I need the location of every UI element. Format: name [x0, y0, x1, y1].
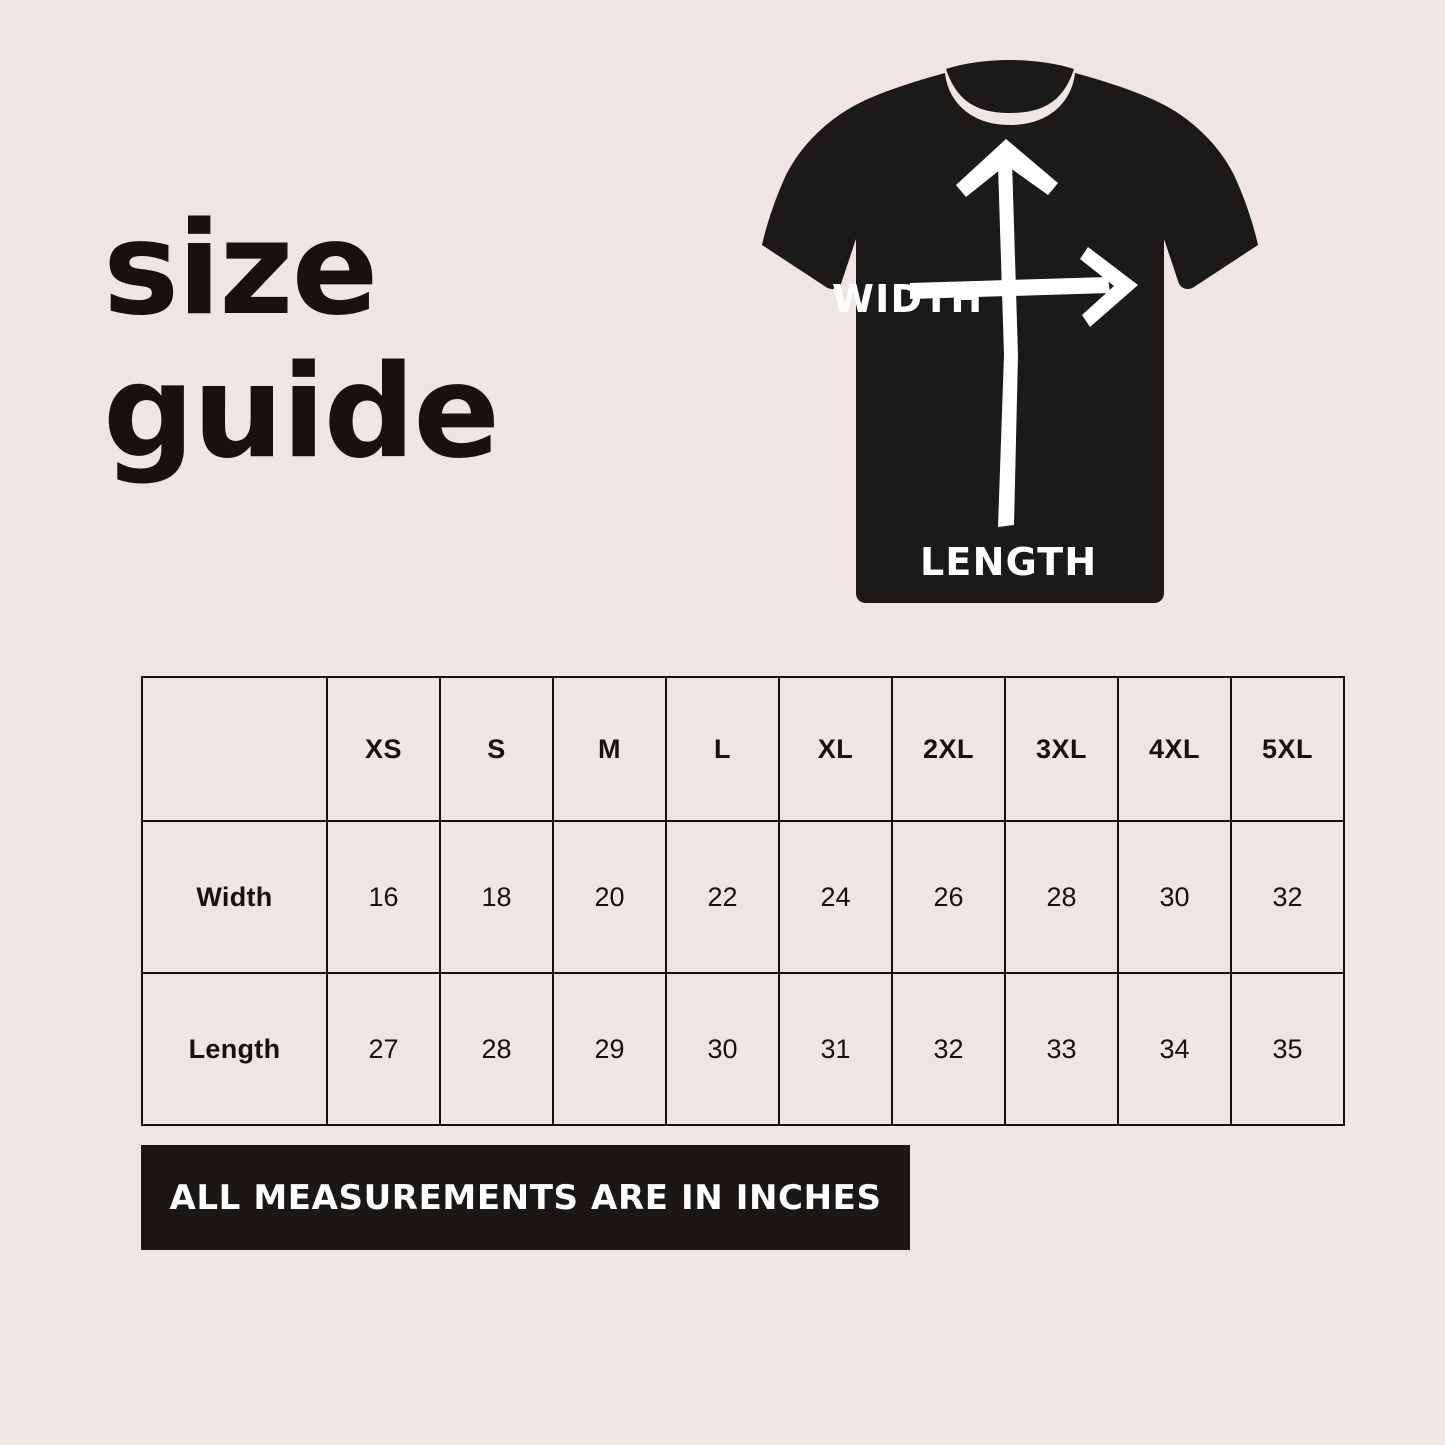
cell-length-l: 30	[666, 973, 779, 1125]
cell-width-xl: 24	[779, 821, 892, 973]
tshirt-icon	[760, 55, 1260, 615]
table-header-row	[142, 677, 1344, 821]
column-header-l: L	[666, 677, 779, 821]
page-title-line-1: size	[103, 195, 377, 344]
cell-width-m: 20	[553, 821, 666, 973]
cell-length-xs: 27	[327, 973, 440, 1125]
column-header-2xl: 2XL	[892, 677, 1005, 821]
cell-length-4xl: 34	[1118, 973, 1231, 1125]
column-header-xl: XL	[779, 677, 892, 821]
cell-width-l: 22	[666, 821, 779, 973]
column-header-3xl: 3XL	[1005, 677, 1118, 821]
column-header-s: S	[440, 677, 553, 821]
cell-length-xl: 31	[779, 973, 892, 1125]
page-title	[103, 195, 723, 488]
table-row-length	[142, 973, 1344, 1125]
measurements-note-text: ALL MEASUREMENTS ARE IN INCHES	[169, 1177, 882, 1218]
column-header-5xl: 5XL	[1231, 677, 1344, 821]
size-chart-table	[141, 676, 1345, 1126]
cell-length-m: 29	[553, 973, 666, 1125]
table-corner-cell	[142, 677, 327, 821]
cell-length-3xl: 33	[1005, 973, 1118, 1125]
row-label-width: Width	[142, 821, 327, 973]
tshirt-illustration	[760, 55, 1260, 615]
cell-width-xs: 16	[327, 821, 440, 973]
column-header-m: M	[553, 677, 666, 821]
width-label: WIDTH	[832, 277, 984, 321]
cell-width-s: 18	[440, 821, 553, 973]
cell-width-3xl: 28	[1005, 821, 1118, 973]
cell-length-s: 28	[440, 973, 553, 1125]
row-label-length: Length	[142, 973, 327, 1125]
length-label: LENGTH	[920, 540, 1098, 584]
cell-length-2xl: 32	[892, 973, 1005, 1125]
measurements-note-banner	[141, 1145, 910, 1250]
page-title-line-2: guide	[103, 338, 499, 488]
column-header-4xl: 4XL	[1118, 677, 1231, 821]
table-row-width	[142, 821, 1344, 973]
column-header-xs: XS	[327, 677, 440, 821]
cell-width-4xl: 30	[1118, 821, 1231, 973]
cell-width-5xl: 32	[1231, 821, 1344, 973]
cell-width-2xl: 26	[892, 821, 1005, 973]
cell-length-5xl: 35	[1231, 973, 1344, 1125]
